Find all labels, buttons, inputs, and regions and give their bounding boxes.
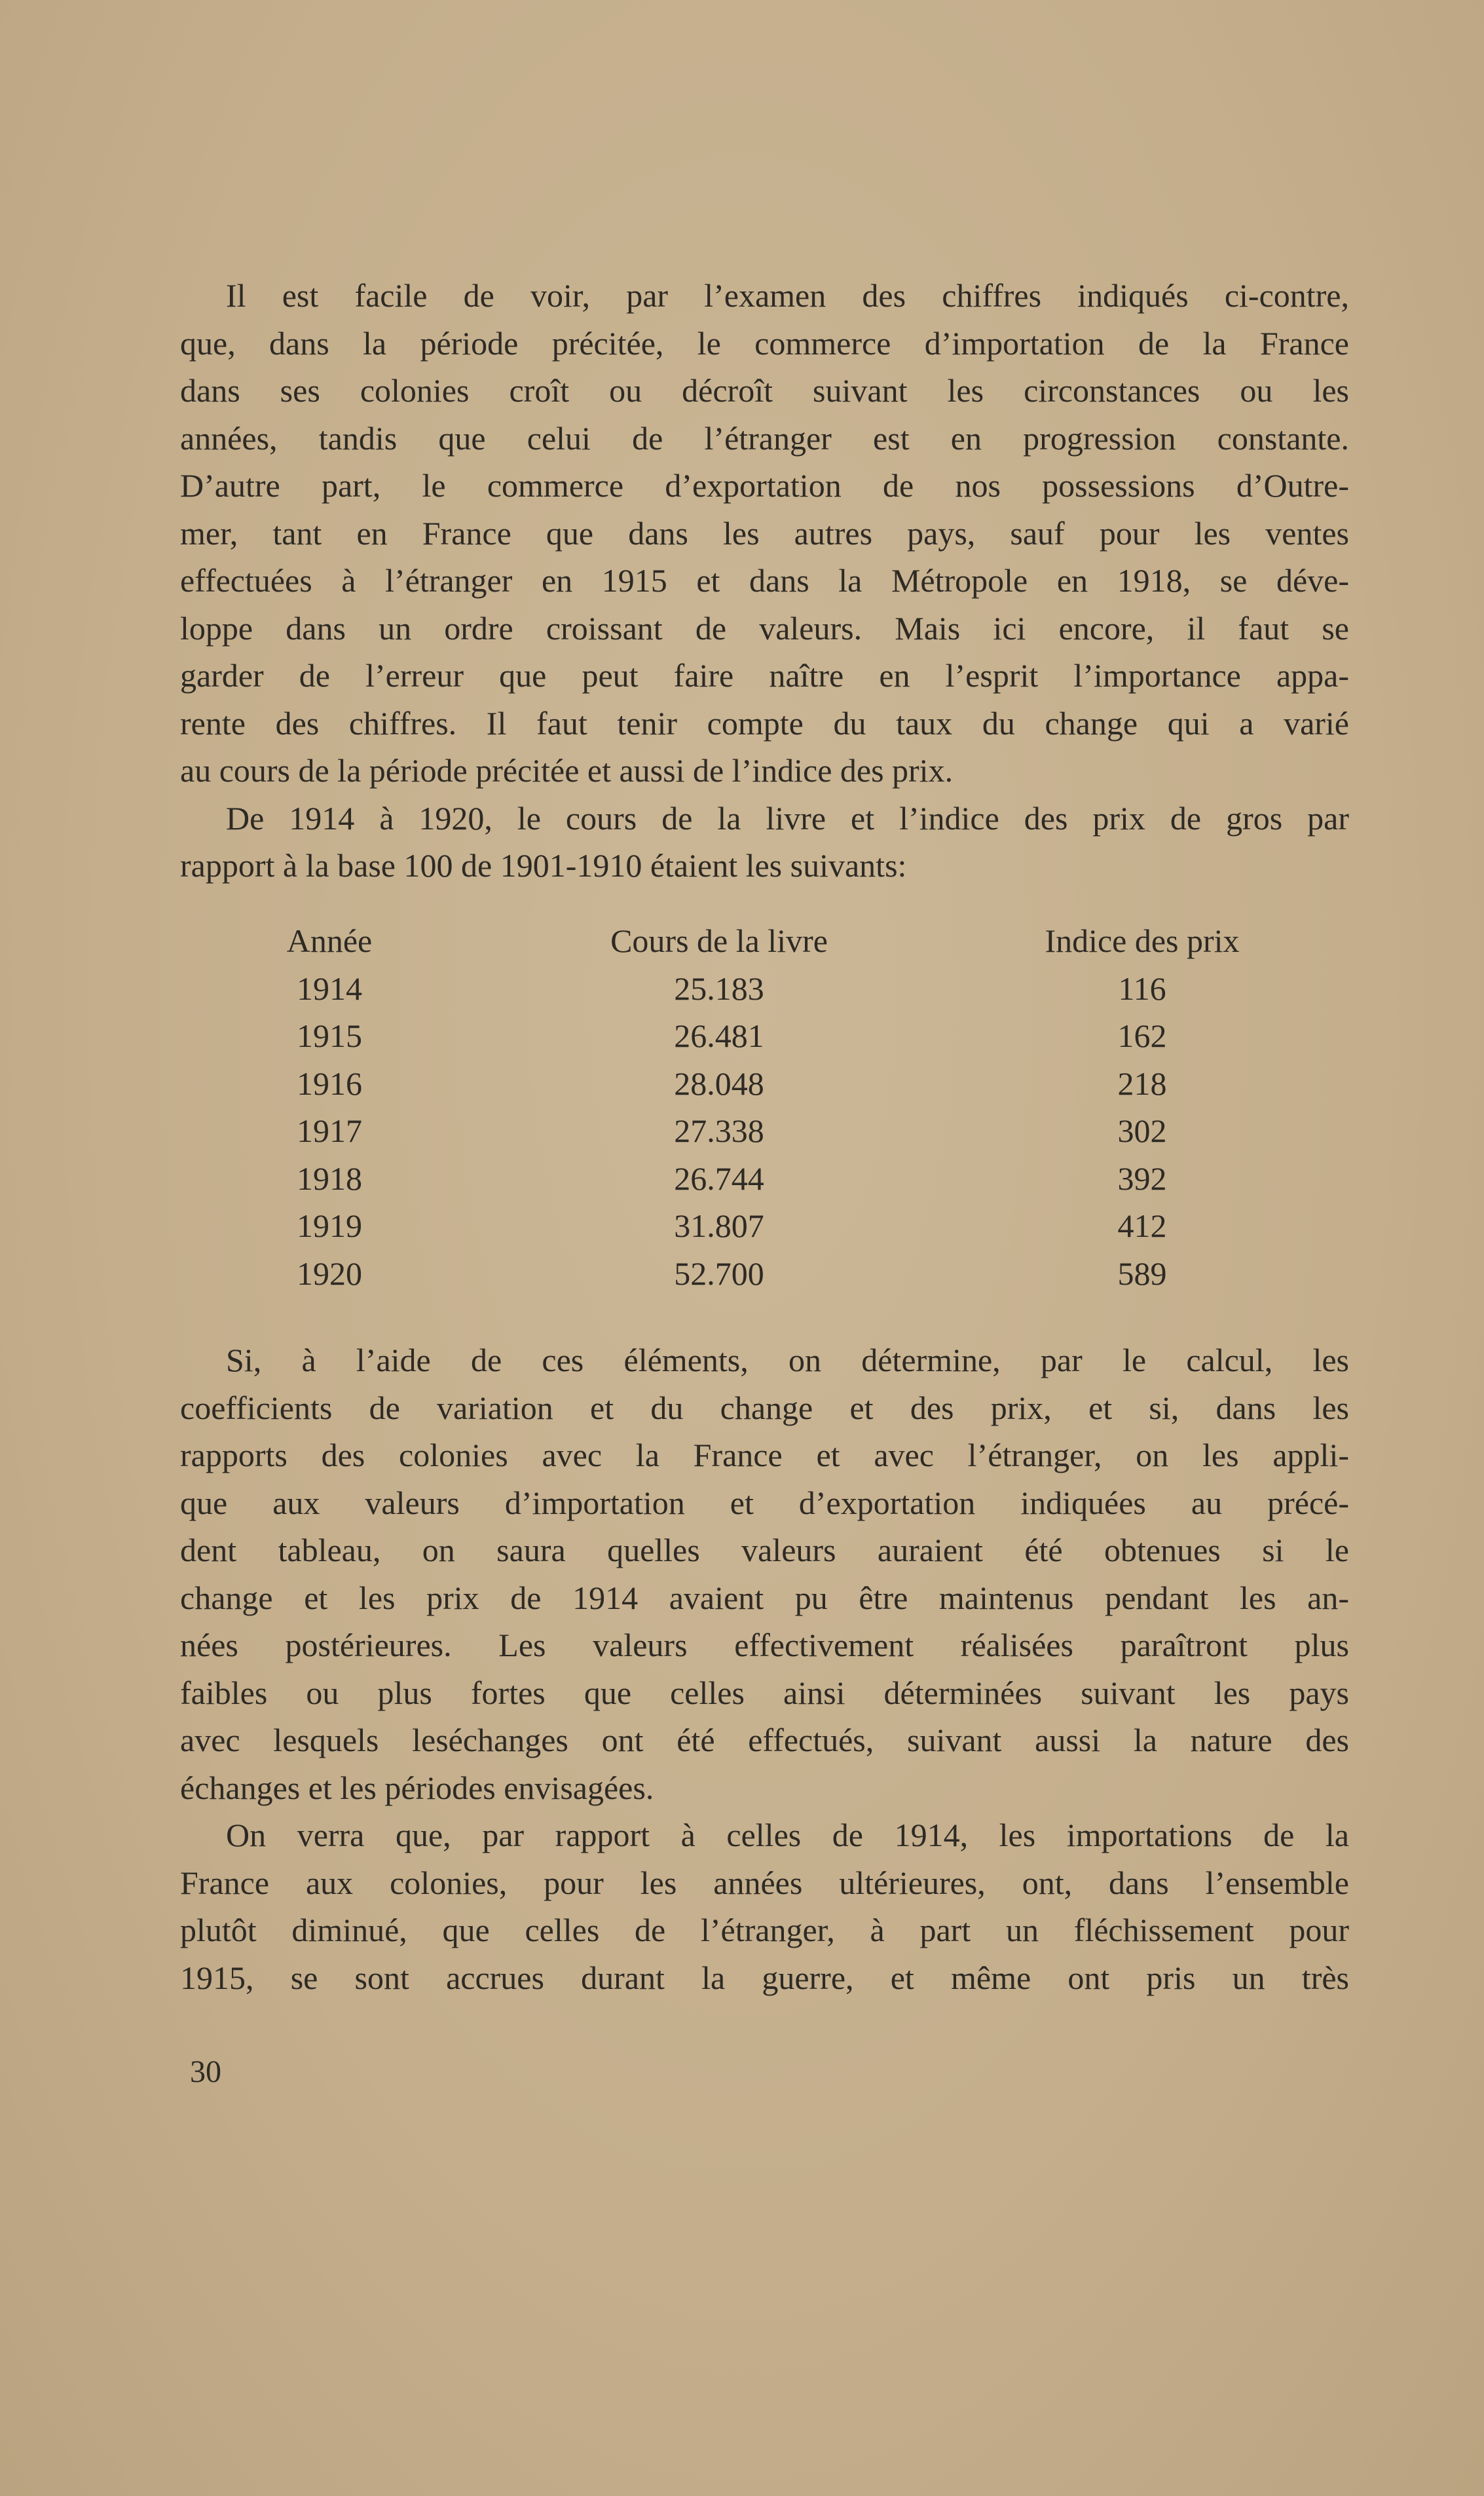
cell-pound-rate: 26.481	[674, 1017, 764, 1054]
table-row	[180, 1155, 1349, 1203]
text-line: dent tableau, on saura quelles valeurs auraient été obtenues si le	[180, 1532, 1349, 1568]
cell-year: 1919	[297, 1207, 362, 1244]
text-line: loppe dans un ordre croissant de valeurs. Mais ici encore, il faut se	[180, 609, 1349, 647]
text-line: D’autre part, le commerce d’exportation de nos possessions d’Outre-	[180, 467, 1349, 504]
cell-pound-rate: 27.338	[674, 1112, 764, 1149]
cell-pound-rate: 26.744	[674, 1160, 764, 1197]
text-line: rapports des colonies avec la France et avec l’étranger, on les appli-	[180, 1437, 1349, 1473]
cell-price-index: 116	[1118, 970, 1166, 1007]
table-row	[180, 1107, 1349, 1155]
paragraph-3	[180, 1336, 1349, 1811]
text-line: 1915, se sont accrues durant la guerre, et même ont pris un très	[180, 1959, 1349, 1996]
text-line: De 1914 à 1920, le cours de la livre et l’indice des prix de gros par	[226, 799, 1349, 837]
text-line: rapport à la base 100 de 1901-1910 étaient les suivants:	[180, 847, 907, 884]
paragraph-4	[180, 1811, 1349, 2001]
cell-year: 1914	[297, 970, 362, 1007]
text-line: faibles ou plus fortes que celles ainsi déterminées suivant les pays	[180, 1674, 1349, 1711]
text-line: années, tandis que celui de l’étranger est en progression constante.	[180, 419, 1349, 457]
text-line: Il est facile de voir, par l’examen des chiffres indiqués ci-contre,	[226, 277, 1349, 314]
table-row	[180, 965, 1349, 1013]
text-line: échanges et les périodes envisagées.	[180, 1769, 654, 1806]
table-row	[180, 1012, 1349, 1060]
cell-year: 1918	[297, 1160, 362, 1197]
text-line: effectuées à l’étranger en 1915 et dans la Métropole en 1918, se déve-	[180, 562, 1349, 599]
text-block-top	[180, 272, 1349, 890]
cell-pound-rate: 28.048	[674, 1065, 764, 1102]
text-line: nées postérieures. Les valeurs effectivement réalisées paraîtront plus	[180, 1627, 1349, 1663]
header-year: Année	[286, 922, 373, 959]
text-line: garder de l’erreur que peut faire naître en l’esprit l’importance appa-	[180, 657, 1349, 694]
cell-price-index: 392	[1117, 1160, 1167, 1197]
cell-price-index: 589	[1117, 1255, 1167, 1292]
cell-price-index: 162	[1117, 1017, 1167, 1054]
cell-year: 1917	[297, 1112, 362, 1149]
text-line: On verra que, par rapport à celles de 1914, les importations de la	[226, 1817, 1349, 1853]
cell-price-index: 302	[1117, 1112, 1167, 1149]
cell-price-index: 412	[1117, 1207, 1167, 1244]
header-pound-rate: Cours de la livre	[610, 922, 828, 959]
table-row	[180, 1202, 1349, 1250]
text-line: change et les prix de 1914 avaient pu être maintenus pendant les an-	[180, 1579, 1349, 1616]
cell-year: 1916	[297, 1065, 362, 1102]
table-header	[180, 917, 1349, 965]
cell-year: 1915	[297, 1017, 362, 1054]
text-line: rente des chiffres. Il faut tenir compte du taux du change qui a varié	[180, 704, 1349, 742]
text-line: plutôt diminué, que celles de l’étranger, à part un fléchissement pour	[180, 1912, 1349, 1948]
text-line: que, dans la période précitée, le commerce d’importation de la France	[180, 324, 1349, 362]
page-number: 30	[190, 2054, 221, 2089]
cell-year: 1920	[297, 1255, 362, 1292]
exchange-price-table	[180, 917, 1349, 1297]
table-row	[180, 1250, 1349, 1298]
paragraph-2	[180, 795, 1349, 890]
text-line: au cours de la période précitée et aussi de l’indice des prix.	[180, 752, 954, 789]
paragraph-1	[180, 272, 1349, 795]
text-line: coefficients de variation et du change et des prix, et si, dans les	[180, 1389, 1349, 1426]
text-line: Si, à l’aide de ces éléments, on détermine, par le calcul, les	[226, 1342, 1349, 1378]
text-line: France aux colonies, pour les années ultérieures, ont, dans l’ensemble	[180, 1864, 1349, 1901]
text-line: mer, tant en France que dans les autres pays, sauf pour les ventes	[180, 514, 1349, 552]
text-line: que aux valeurs d’importation et d’exportation indiquées au précé-	[180, 1484, 1349, 1521]
text-block-bottom	[180, 1336, 1349, 2001]
text-line: avec lesquels leséchanges ont été effectués, suivant aussi la nature des	[180, 1722, 1349, 1758]
table-row	[180, 1060, 1349, 1108]
cell-pound-rate: 31.807	[674, 1207, 764, 1244]
text-line: dans ses colonies croît ou décroît suivant les circonstances ou les	[180, 372, 1349, 409]
cell-price-index: 218	[1117, 1065, 1167, 1102]
cell-pound-rate: 52.700	[674, 1255, 764, 1292]
header-price-index: Indice des prix	[1045, 922, 1240, 959]
cell-pound-rate: 25.183	[674, 970, 764, 1007]
